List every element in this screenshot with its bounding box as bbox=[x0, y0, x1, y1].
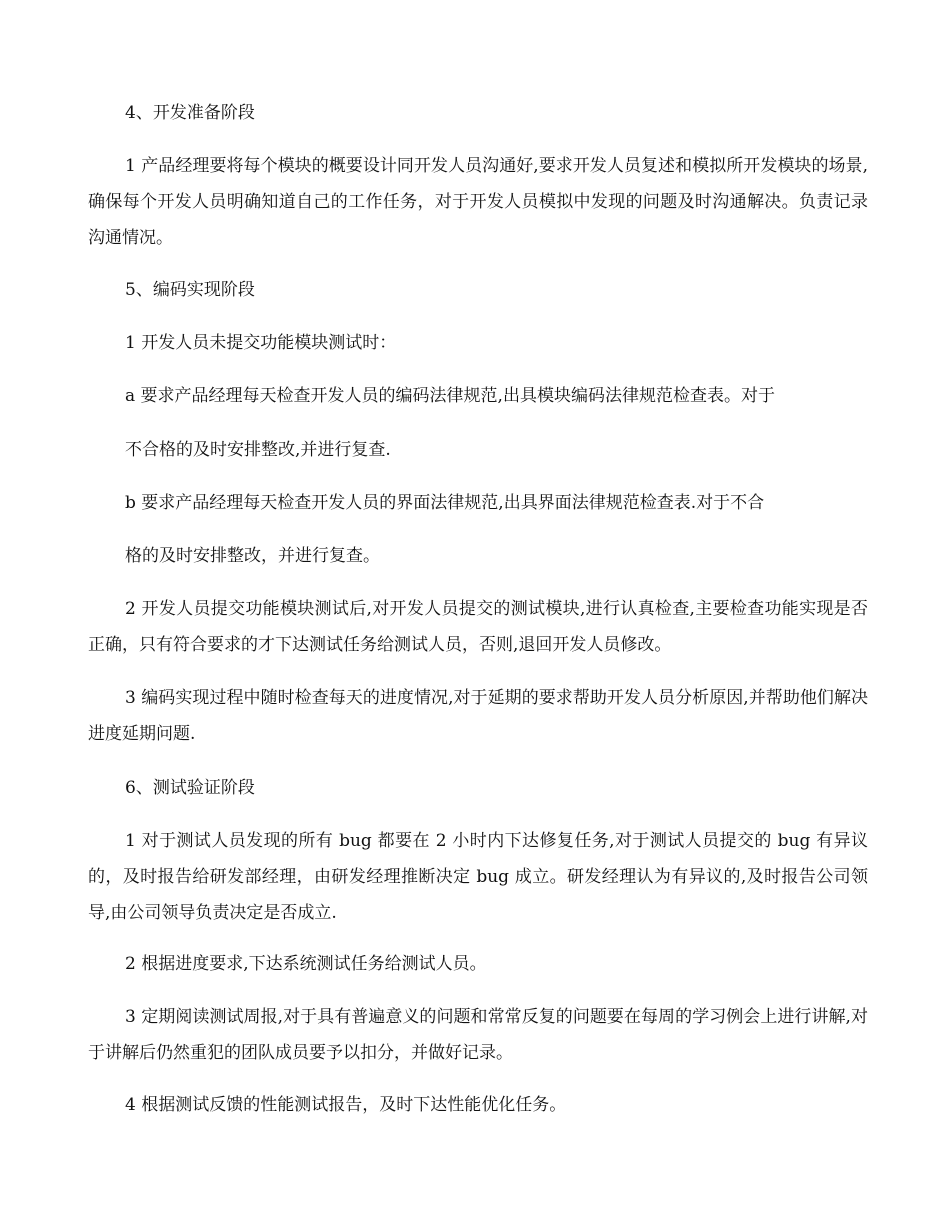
paragraph-testing-1: 1 对于测试人员发现的所有 bug 都要在 2 小时内下达修复任务,对于测试人员提交的 bug 有异议的，及时报告给研发部经理，由研发经理推断决定 bug 成立。研发经理认为有异议的,及时报告公司领导,由公司领导负责决定是否成立. bbox=[88, 831, 868, 923]
paragraph-coding-1b: b 要求产品经理每天检查开发人员的界面法律规范,出具界面法律规范检查表.对于不合 bbox=[125, 493, 765, 513]
paragraph-coding-1b-cont: 格的及时安排整改，并进行复查。 bbox=[125, 546, 380, 566]
paragraph-coding-2: 2 开发人员提交功能模块测试后,对开发人员提交的测试模块,进行认真检查,主要检查功能实现是否正确，只有符合要求的才下达测试任务给测试人员，否则,退回开发人员修改。 bbox=[88, 599, 868, 655]
paragraph-testing-3: 3 定期阅读测试周报,对于具有普遍意义的问题和常常反复的问题要在每周的学习例会上进行讲解,对于讲解后仍然重犯的团队成员要予以扣分，并做好记录。 bbox=[88, 1007, 868, 1063]
heading-coding-stage: 5、编码实现阶段 bbox=[125, 280, 255, 300]
paragraph-coding-1a: a 要求产品经理每天检查开发人员的编码法律规范,出具模块编码法律规范检查表。对于 bbox=[125, 386, 775, 406]
paragraph-preparation-1: 1 产品经理要将每个模块的概要设计同开发人员沟通好,要求开发人员复述和模拟所开发模块的场景,确保每个开发人员明确知道自己的工作任务，对于开发人员模拟中发现的问题及时沟通解决。负责记录沟通情况。 bbox=[88, 156, 868, 248]
paragraph-testing-4: 4 根据测试反馈的性能测试报告，及时下达性能优化任务。 bbox=[125, 1095, 567, 1115]
paragraph-coding-3: 3 编码实现过程中随时检查每天的进度情况,对于延期的要求帮助开发人员分析原因,并帮助他们解决进度延期问题. bbox=[88, 688, 868, 744]
paragraph-coding-1a-cont: 不合格的及时安排整改,并进行复查. bbox=[125, 440, 391, 460]
heading-testing-stage: 6、测试验证阶段 bbox=[125, 778, 255, 798]
paragraph-coding-1: 1 开发人员未提交功能模块测试时： bbox=[125, 333, 397, 353]
paragraph-testing-2: 2 根据进度要求,下达系统测试任务给测试人员。 bbox=[125, 954, 487, 974]
heading-dev-preparation: 4、开发准备阶段 bbox=[125, 103, 255, 123]
